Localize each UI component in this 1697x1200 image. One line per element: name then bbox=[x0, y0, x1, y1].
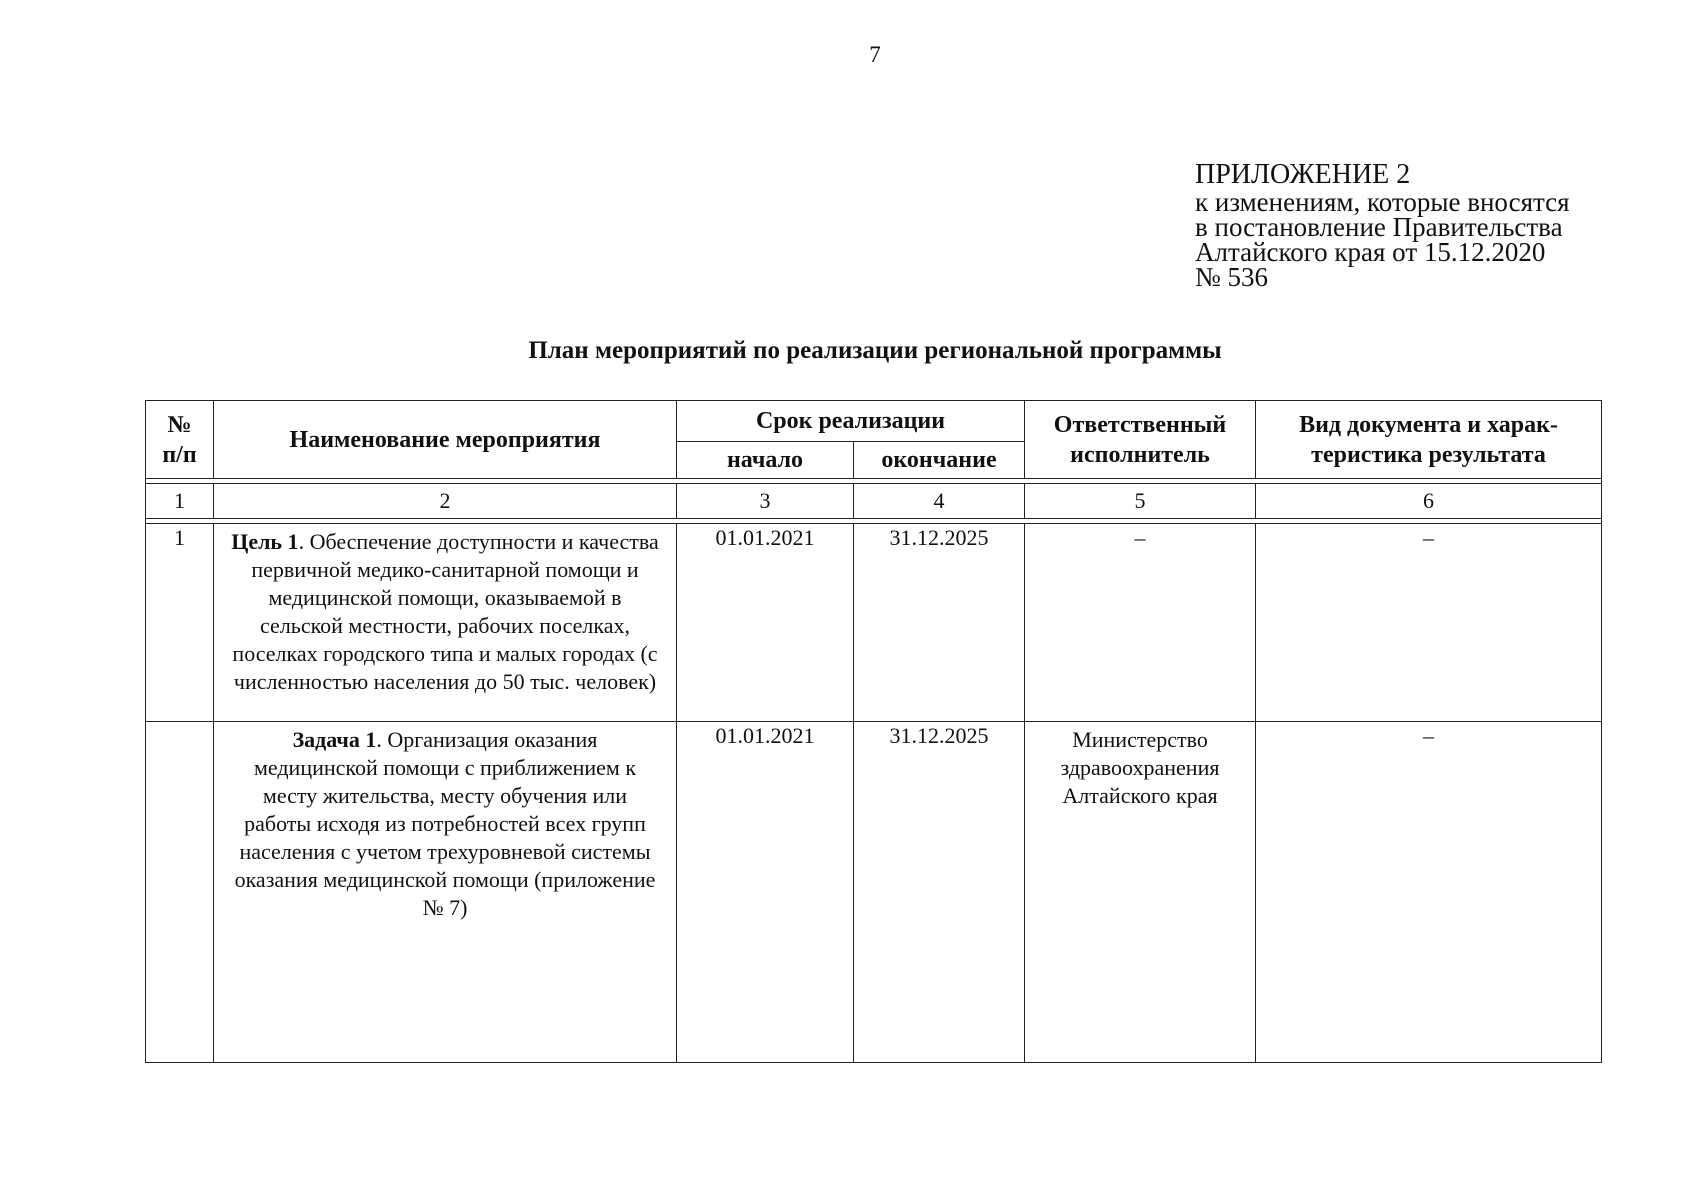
header-number-line2: п/п bbox=[162, 441, 197, 468]
header-name: Наименование мероприятия bbox=[214, 401, 677, 479]
row-start-date: 01.01.2021 bbox=[677, 722, 854, 1063]
appendix-title: ПРИЛОЖЕНИЕ 2 bbox=[1195, 159, 1411, 190]
column-number: 6 bbox=[1256, 484, 1602, 519]
appendix-line: Алтайского края от 15.12.2020 bbox=[1195, 237, 1546, 267]
header-responsible-line1: Ответственный bbox=[1053, 411, 1227, 438]
row-number: 1 bbox=[146, 524, 214, 722]
row-name-cell bbox=[214, 722, 677, 1063]
row-name bbox=[214, 524, 676, 700]
header-document bbox=[1256, 401, 1602, 479]
appendix-block bbox=[1195, 160, 1570, 290]
row-document: – bbox=[1256, 524, 1602, 722]
plan-table bbox=[145, 400, 1602, 1063]
header-end: окончание bbox=[854, 442, 1025, 479]
table-row bbox=[146, 722, 1602, 1063]
header-start: начало bbox=[677, 442, 854, 479]
header-number bbox=[146, 401, 214, 479]
row-responsible: – bbox=[1025, 524, 1256, 722]
column-number: 4 bbox=[854, 484, 1025, 519]
row-number bbox=[146, 722, 214, 1063]
header-document-line2: теристика результата bbox=[1311, 441, 1546, 468]
column-number: 1 bbox=[146, 484, 214, 519]
table-header-row bbox=[146, 401, 1602, 442]
row-text: . Организация оказания медицинской помощи с приближением к месту жительства, месту обучения или работы исходя из потребностей всех групп населения с учетом трехуровневой системы оказания медицинской помощи (приложение № 7) bbox=[234, 727, 656, 920]
header-document-line1: Вид документа и харак- bbox=[1299, 411, 1558, 438]
appendix-line: к изменениям, которые вносятся bbox=[1195, 187, 1570, 217]
row-name bbox=[214, 722, 676, 926]
row-label: Задача 1 bbox=[292, 727, 377, 752]
column-number: 5 bbox=[1025, 484, 1256, 519]
row-label: Цель 1 bbox=[231, 529, 299, 554]
row-document: – bbox=[1256, 722, 1602, 1063]
row-end-date: 31.12.2025 bbox=[854, 722, 1025, 1063]
row-text: . Обеспечение доступности и качества первичной медико-санитарной помощи и медицинской помощи, оказываемой в сельской местности, рабочих поселках, поселках городского типа и малых городах (с численностью населения до 50 тыс. человек) bbox=[232, 529, 659, 694]
row-start-date: 01.01.2021 bbox=[677, 524, 854, 722]
appendix-line: в постановление Правительства bbox=[1195, 212, 1563, 242]
header-responsible bbox=[1025, 401, 1256, 479]
column-number: 2 bbox=[214, 484, 677, 519]
column-number: 3 bbox=[677, 484, 854, 519]
row-responsible: Министерство здравоохранения Алтайского края bbox=[1060, 727, 1220, 808]
row-name-cell bbox=[214, 524, 677, 722]
row-end-date: 31.12.2025 bbox=[854, 524, 1025, 722]
column-number-row bbox=[146, 484, 1602, 519]
appendix-line: № 536 bbox=[1195, 262, 1269, 292]
header-number-line1: № bbox=[167, 411, 192, 438]
header-responsible-line2: исполнитель bbox=[1070, 441, 1210, 468]
page-number: 7 bbox=[869, 42, 881, 67]
header-period: Срок реализации bbox=[677, 401, 1025, 442]
document-title: План мероприятий по реализации региональной программы bbox=[528, 337, 1222, 364]
table-row bbox=[146, 524, 1602, 722]
row-responsible-cell bbox=[1025, 722, 1256, 1063]
